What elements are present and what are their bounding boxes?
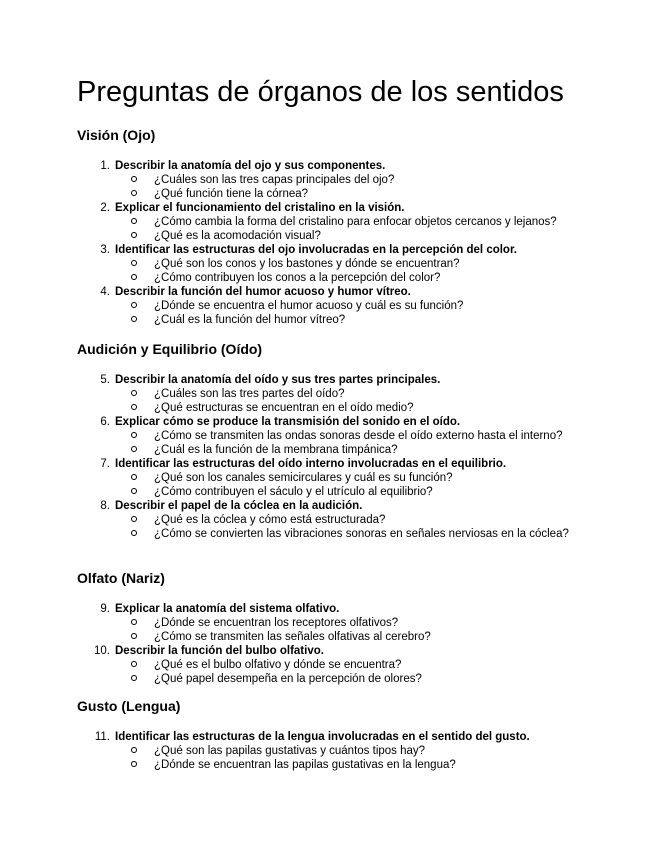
circle-bullet-icon xyxy=(131,432,137,438)
sub-question: ¿Dónde se encuentra el humor acuoso y cuál es su función? xyxy=(0,299,584,313)
sub-question: ¿Qué es la acomodación visual? xyxy=(0,229,584,243)
sub-question: ¿Qué son los conos y los bastones y dónde se encuentran? xyxy=(0,257,584,271)
question-number: 5. xyxy=(100,374,110,386)
circle-bullet-icon xyxy=(131,761,137,767)
question-text: Describir el papel de la cóclea en la audición. xyxy=(115,500,363,512)
circle-bullet-icon xyxy=(131,661,137,667)
circle-bullet-icon xyxy=(131,633,137,639)
sub-question-list xyxy=(0,387,584,415)
circle-bullet-icon xyxy=(131,176,137,182)
sub-question-list xyxy=(0,471,584,499)
sub-question: ¿Qué papel desempeña en la percepción de olores? xyxy=(0,672,584,686)
sub-question: ¿Cuáles son las tres partes del oído? xyxy=(0,387,584,401)
question-text: Describir la función del humor acuoso y humor vítreo. xyxy=(115,286,411,298)
question-item xyxy=(0,201,584,243)
sub-question: ¿Qué son los canales semicirculares y cuál es su función? xyxy=(0,471,584,485)
sub-question: ¿Cómo se transmiten las señales olfativas al cerebro? xyxy=(0,630,584,644)
sub-question: ¿Cómo contribuyen los conos a la percepción del color? xyxy=(0,271,584,285)
question-text: Identificar las estructuras del ojo involucradas en la percepción del color. xyxy=(115,244,517,256)
question-item xyxy=(0,730,584,772)
circle-bullet-icon xyxy=(131,260,137,266)
question-list xyxy=(0,602,584,686)
question-number: 11. xyxy=(94,731,110,743)
sub-question: ¿Qué función tiene la córnea? xyxy=(0,187,584,201)
question-number: 1. xyxy=(100,160,110,172)
sub-question-list xyxy=(0,658,584,686)
circle-bullet-icon xyxy=(131,530,137,536)
question-number: 10. xyxy=(94,645,110,657)
circle-bullet-icon xyxy=(131,747,137,753)
question-item xyxy=(0,373,584,415)
section-heading: Gusto (Lengua) xyxy=(77,698,181,714)
question-text: Explicar cómo se produce la transmisión del sonido en el oído. xyxy=(115,416,461,428)
question-item xyxy=(0,499,584,541)
section-heading: Visión (Ojo) xyxy=(77,127,156,143)
sub-question: ¿Qué son las papilas gustativas y cuántos tipos hay? xyxy=(0,744,584,758)
sub-question: ¿Qué estructuras se encuentran en el oído medio? xyxy=(0,401,584,415)
question-item xyxy=(0,457,584,499)
question-list xyxy=(0,159,584,327)
circle-bullet-icon xyxy=(131,274,137,280)
document-title: Preguntas de órganos de los sentidos xyxy=(77,76,564,108)
circle-bullet-icon xyxy=(131,390,137,396)
circle-bullet-icon xyxy=(131,488,137,494)
sub-question: ¿Cómo se transmiten las ondas sonoras desde el oído externo hasta el interno? xyxy=(0,429,584,443)
sub-question: ¿Cómo se convierten las vibraciones sonoras en señales nerviosas en la cóclea? xyxy=(0,527,584,541)
question-number: 3. xyxy=(100,244,110,256)
question-number: 8. xyxy=(100,500,110,512)
circle-bullet-icon xyxy=(131,446,137,452)
question-number: 6. xyxy=(100,416,110,428)
sub-question-list xyxy=(0,173,584,201)
sub-question-list xyxy=(0,299,584,327)
sub-question-list xyxy=(0,616,584,644)
section-heading: Olfato (Nariz) xyxy=(77,570,165,586)
question-list xyxy=(0,373,584,541)
circle-bullet-icon xyxy=(131,675,137,681)
sub-question-list xyxy=(0,257,584,285)
circle-bullet-icon xyxy=(131,302,137,308)
circle-bullet-icon xyxy=(131,316,137,322)
circle-bullet-icon xyxy=(131,218,137,224)
sub-question: ¿Cómo contribuyen el sáculo y el utrículo al equilibrio? xyxy=(0,485,584,499)
circle-bullet-icon xyxy=(131,474,137,480)
section-heading: Audición y Equilibrio (Oído) xyxy=(77,341,263,357)
sub-question-list xyxy=(0,429,584,457)
question-text: Describir la anatomía del oído y sus tres partes principales. xyxy=(115,374,441,386)
sub-question: ¿Cuál es la función de la membrana timpánica? xyxy=(0,443,584,457)
question-text: Describir la función del bulbo olfativo. xyxy=(115,645,324,657)
question-text: Describir la anatomía del ojo y sus componentes. xyxy=(115,160,386,172)
question-text: Explicar el funcionamiento del cristalino en la visión. xyxy=(115,202,405,214)
question-number: 9. xyxy=(100,603,110,615)
question-item xyxy=(0,285,584,327)
sub-question-list xyxy=(0,744,584,772)
circle-bullet-icon xyxy=(131,232,137,238)
circle-bullet-icon xyxy=(131,516,137,522)
question-number: 7. xyxy=(100,458,110,470)
question-item xyxy=(0,159,584,201)
sub-question: ¿Dónde se encuentran las papilas gustativas en la lengua? xyxy=(0,758,584,772)
sub-question: ¿Cuál es la función del humor vítreo? xyxy=(0,313,584,327)
question-item xyxy=(0,243,584,285)
question-text: Identificar las estructuras del oído interno involucradas en el equilibrio. xyxy=(115,458,507,470)
question-text: Identificar las estructuras de la lengua involucradas en el sentido del gusto. xyxy=(115,731,530,743)
question-number: 4. xyxy=(100,286,110,298)
question-text: Explicar la anatomía del sistema olfativo. xyxy=(115,603,340,615)
question-item xyxy=(0,415,584,457)
question-item xyxy=(0,644,584,686)
sub-question: ¿Qué es la cóclea y cómo está estructurada? xyxy=(0,513,584,527)
question-number: 2. xyxy=(100,202,110,214)
circle-bullet-icon xyxy=(131,404,137,410)
sub-question: ¿Cuáles son las tres capas principales del ojo? xyxy=(0,173,584,187)
sub-question-list xyxy=(0,215,584,243)
question-item xyxy=(0,602,584,644)
sub-question: ¿Dónde se encuentran los receptores olfativos? xyxy=(0,616,584,630)
sub-question: ¿Qué es el bulbo olfativo y dónde se encuentra? xyxy=(0,658,584,672)
circle-bullet-icon xyxy=(131,190,137,196)
sub-question-list xyxy=(0,513,584,541)
question-list xyxy=(0,730,584,772)
sub-question: ¿Cómo cambia la forma del cristalino para enfocar objetos cercanos y lejanos? xyxy=(0,215,584,229)
circle-bullet-icon xyxy=(131,619,137,625)
